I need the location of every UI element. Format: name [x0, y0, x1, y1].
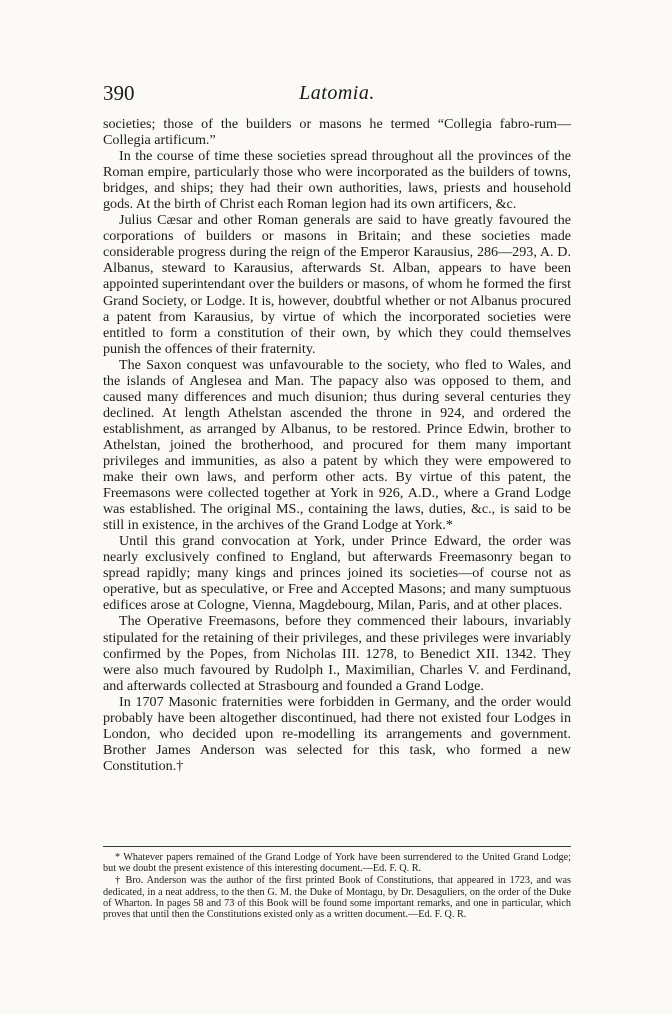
- footnotes: [103, 852, 571, 921]
- paragraph: The Operative Freemasons, before they commenced their labours, invariably stipulated for the retaining of their privileges, and these privileges were invariably confirmed by the Popes, from Nicholas III. 1278, to Benedict XII. 1342. They were also much favoured by Rudolph I., Maximilian, Charles V. and Ferdinand, and afterwards collected at Strasbourg and founded a Grand Lodge.: [103, 613, 571, 694]
- paragraph: Julius Cæsar and other Roman generals are said to have greatly favoured the corporations of builders or masons in Britain; and these societies made considerable progress during the reign of the Emperor Karausius, 286—293, A. D. Albanus, steward to Karausius, afterwards St. Alban, appears to have been appointed superintendant over the builders or masons, of whom he formed the first Grand Society, or Lodge. It is, however, doubtful whether or not Albanus procured a patent from Karausius, by virtue of which the incorporated societies were entitled to form a constitution of their own, by which they could themselves punish the offences of their fraternity.: [103, 212, 571, 357]
- running-title: Latomia.: [299, 82, 375, 104]
- footnote-divider: [103, 846, 571, 847]
- paragraph: societies; those of the builders or masons he termed “Collegia fabro-rum—Collegia artificum.”: [103, 116, 571, 149]
- paragraph: Until this grand convocation at York, under Prince Edward, the order was nearly exclusively confined to England, but afterwards Freemasonry began to spread rapidly; many kings and princes joined its societies—of course not as operative, but as speculative, or Free and Accepted Masons; and many sumptuous edifices arose at Cologne, Vienna, Magdebourg, Milan, Paris, and at other places.: [103, 533, 571, 614]
- footnote: * Whatever papers remained of the Grand Lodge of York have been surrendered to the United Grand Lodge; but we doubt the present existence of this interesting document.—Ed. F. Q. R.: [103, 852, 571, 875]
- footnote: † Bro. Anderson was the author of the first printed Book of Constitutions, that appeared in 1723, and was dedicated, in a neat address, to the then G. M. the Duke of Montagu, by Dr. Desaguliers, on the order of the Duke of Wharton. In pages 58 and 73 of this Book will be found some important remarks, and one in particular, which proves that until then the Constitutions existed only as a written document.—Ed. F. Q. R.: [103, 875, 571, 921]
- body-text: [103, 116, 571, 774]
- paragraph: In the course of time these societies spread throughout all the provinces of the Roman empire, particularly those who were incorporated as the builders of towns, bridges, and ships; they had their own authorities, laws, priests and household gods. At the birth of Christ each Roman legion had its own artificers, &c.: [103, 148, 571, 213]
- paragraph: In 1707 Masonic fraternities were forbidden in Germany, and the order would probably have been altogether discontinued, had there not existed four Lodges in London, who decided upon re-modelling its arrangements and government. Brother James Anderson was selected for this task, who formed a new Constitution.†: [103, 693, 571, 774]
- page-number: 390: [103, 81, 135, 105]
- page-header: [103, 81, 571, 109]
- paragraph: The Saxon conquest was unfavourable to the society, who fled to Wales, and the islands of Anglesea and Man. The papacy also was opposed to them, and caused many differences and much disunion; thus during several centuries they declined. At length Athelstan ascended the throne in 924, and ordered the establishment, as arranged by Albanus, to be restored. Prince Edwin, brother to Athelstan, joined the brotherhood, and procured for them many important privileges and immunities, as also a patent by which they were empowered to make their own laws, and perform other acts. By virtue of this patent, the Freemasons were collected together at York in 926, A.D., where a Grand Lodge was established. The original MS., containing the laws, duties, &c., is said to be still in existence, in the archives of the Grand Lodge at York.*: [103, 356, 571, 534]
